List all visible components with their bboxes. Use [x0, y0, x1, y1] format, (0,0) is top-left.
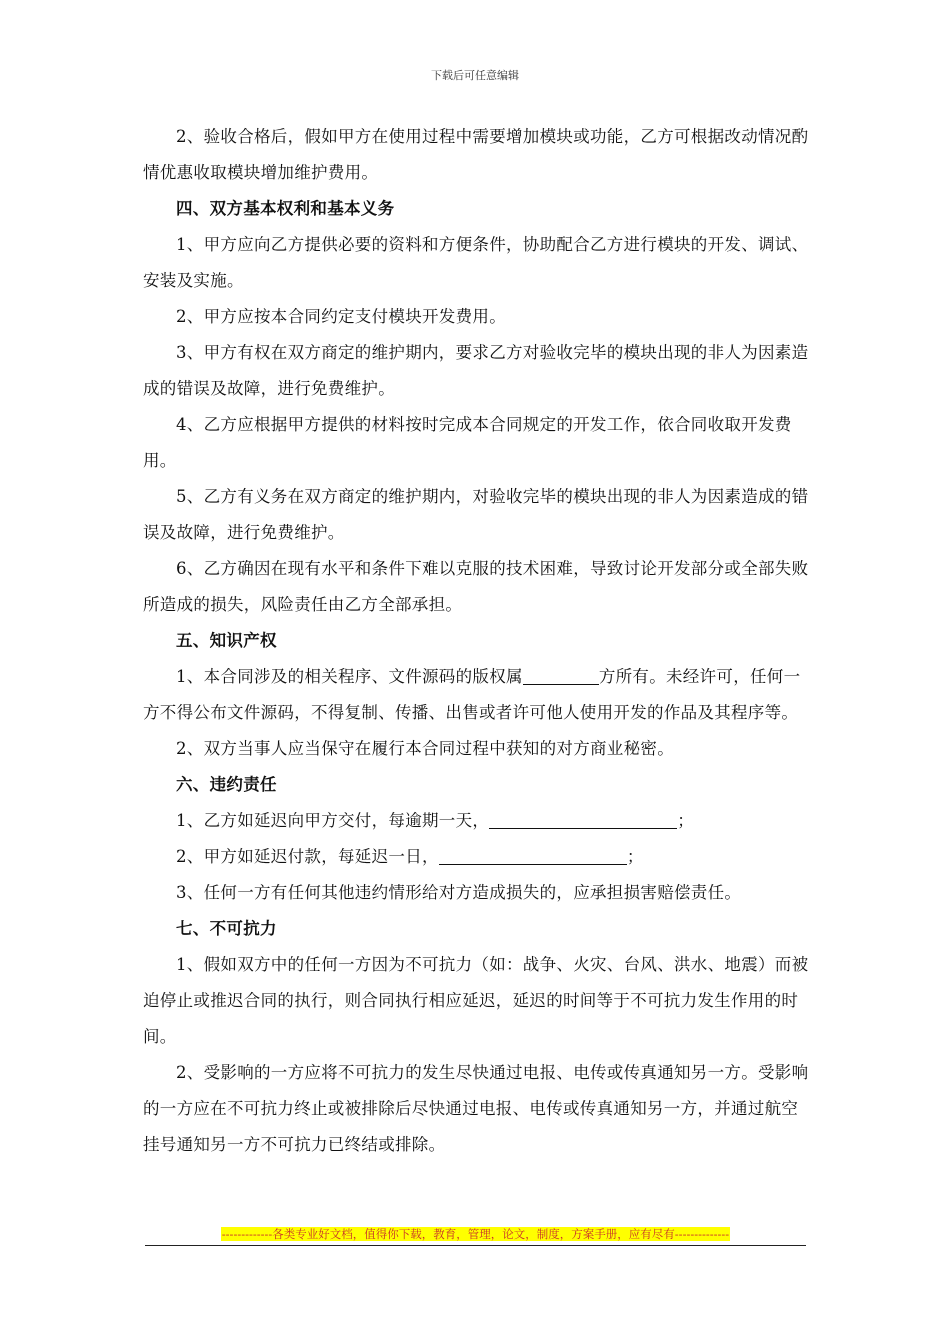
paragraph-with-blank [143, 659, 811, 731]
paragraph-text: ； [677, 811, 695, 830]
section-heading: 五、知识产权 [176, 631, 277, 650]
paragraph-text: 2、甲方如延迟付款，每延迟一日， [176, 847, 439, 866]
paragraph-with-blank [143, 839, 811, 875]
page-header: 下载后可任意编辑 [431, 69, 519, 82]
paragraph: 3、甲方有权在双方商定的维护期内，要求乙方对验收完毕的模块出现的非人为因素造成的错误及故障，进行免费维护。 [143, 343, 809, 398]
fill-in-blank [489, 810, 677, 829]
footer-banner-text: -------------各类专业好文档，值得你下载，教育，管理，论文，制度，方案手册，应有尽有-------------- [221, 1227, 730, 1241]
paragraph: 5、乙方有义务在双方商定的维护期内，对验收完毕的模块出现的非人为因素造成的错误及故障，进行免费维护。 [143, 487, 809, 542]
paragraph: 2、受影响的一方应将不可抗力的发生尽快通过电报、电传或传真通知另一方。受影响的一方应在不可抗力终止或被排除后尽快通过电报、电传或传真通知另一方，并通过航空挂号通知另一方不可抗力已终结或排除。 [143, 1063, 809, 1154]
paragraph: 2、验收合格后，假如甲方在使用过程中需要增加模块或功能，乙方可根据改动情况酌情优惠收取模块增加维护费用。 [143, 127, 809, 182]
paragraph: 2、双方当事人应当保守在履行本合同过程中获知的对方商业秘密。 [176, 739, 674, 758]
page-footer [145, 1226, 806, 1242]
footer-divider [145, 1245, 806, 1246]
fill-in-blank [523, 666, 599, 685]
paragraph: 6、乙方确因在现有水平和条件下难以克服的技术困难，导致讨论开发部分或全部失败所造成的损失，风险责任由乙方全部承担。 [143, 559, 809, 614]
paragraph-with-blank [143, 803, 811, 839]
document-body [143, 119, 811, 1163]
paragraph-text: 1、本合同涉及的相关程序、文件源码的版权属 [176, 667, 523, 686]
paragraph-text: ； [626, 847, 644, 866]
paragraph-text: 1、乙方如延迟向甲方交付，每逾期一天， [176, 811, 490, 830]
paragraph: 1、甲方应向乙方提供必要的资料和方便条件，协助配合乙方进行模块的开发、调试、安装及实施。 [143, 235, 809, 290]
paragraph: 1、假如双方中的任何一方因为不可抗力（如：战争、火灾、台风、洪水、地震）而被迫停止或推迟合同的执行，则合同执行相应延迟，延迟的时间等于不可抗力发生作用的时间。 [143, 955, 809, 1046]
section-heading: 七、不可抗力 [176, 919, 277, 938]
paragraph: 3、任何一方有任何其他违约情形给对方造成损失的，应承担损害赔偿责任。 [176, 883, 742, 902]
paragraph: 2、甲方应按本合同约定支付模块开发费用。 [176, 307, 506, 326]
paragraph-text: 方所有。未经许可，任何一方不得公布文件源码，不得复制、传播、出售或者许可他人使用开发的作品及其程序等。 [143, 667, 801, 722]
section-heading: 六、违约责任 [176, 775, 277, 794]
fill-in-blank [439, 846, 627, 865]
section-heading: 四、双方基本权利和基本义务 [176, 199, 395, 218]
paragraph: 4、乙方应根据甲方提供的材料按时完成本合同规定的开发工作，依合同收取开发费用。 [143, 415, 792, 470]
